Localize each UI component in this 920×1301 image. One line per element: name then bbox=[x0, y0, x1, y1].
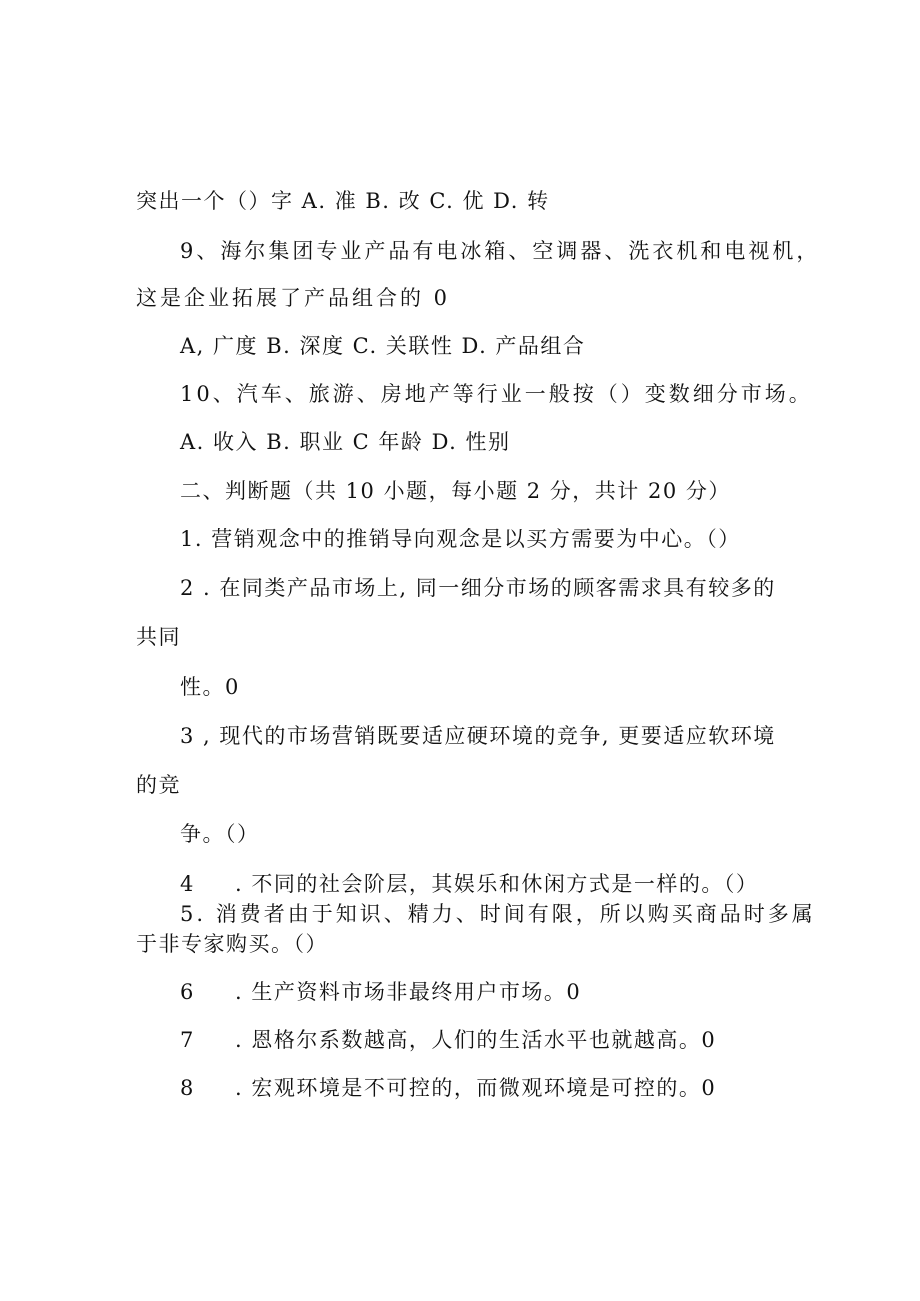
true-false-7-number: 7 bbox=[180, 1028, 194, 1052]
true-false-3-line-3: 争。（） bbox=[180, 822, 260, 846]
true-false-2-line-3: 性。0 bbox=[180, 675, 240, 699]
section-2-heading: 二、判断题（共 10 小题，每小题 2 分，共计 20 分） bbox=[180, 479, 731, 503]
true-false-4-number: 4 bbox=[180, 872, 194, 896]
true-false-2-line-1: 2 . 在同类产品市场上, 同一细分市场的顾客需求具有较多的 bbox=[180, 576, 776, 600]
question-9-options: A, 广度 B. 深度 C. 关联性 D. 产品组合 bbox=[180, 334, 586, 358]
true-false-6-text: . 生产资料市场非最终用户市场。0 bbox=[235, 980, 582, 1004]
true-false-3-line-1: 3 , 现代的市场营销既要适应硬环境的竞争, 更要适应软环境 bbox=[180, 724, 776, 748]
true-false-5-line-2: 于非专家购买。（） bbox=[136, 932, 328, 956]
question-8-tail: 突出一个（）字 A. 准 B. 改 C. 优 D. 转 bbox=[136, 189, 550, 213]
true-false-6-number: 6 bbox=[180, 980, 194, 1004]
true-false-4-text: . 不同的社会阶层，其娱乐和休闲方式是一样的。（） bbox=[235, 872, 759, 896]
true-false-5-line-1: 5. 消费者由于知识、精力、时间有限，所以购买商品时多属 bbox=[180, 902, 816, 926]
true-false-2-line-2: 共同 bbox=[136, 625, 181, 649]
true-false-1: 1. 营销观念中的推销导向观念是以买方需要为中心。（） bbox=[180, 527, 741, 551]
true-false-8-text: . 宏观环境是不可控的，而微观环境是可控的。0 bbox=[235, 1076, 717, 1100]
question-9-line-2: 这是企业拓展了产品组合的 0 bbox=[136, 286, 451, 310]
true-false-3-line-2: 的竞 bbox=[136, 773, 181, 797]
question-9-line-1: 9、海尔集团专业产品有电冰箱、空调器、洗衣机和电视机， bbox=[180, 239, 821, 263]
true-false-8-number: 8 bbox=[180, 1076, 194, 1100]
question-10-stem: 10、汽车、旅游、房地产等行业一般按（）变数细分市场。 bbox=[180, 382, 813, 406]
question-10-options: A. 收入 B. 职业 C 年龄 D. 性别 bbox=[180, 430, 511, 454]
true-false-7-text: . 恩格尔系数越高，人们的生活水平也就越高。0 bbox=[235, 1028, 717, 1052]
